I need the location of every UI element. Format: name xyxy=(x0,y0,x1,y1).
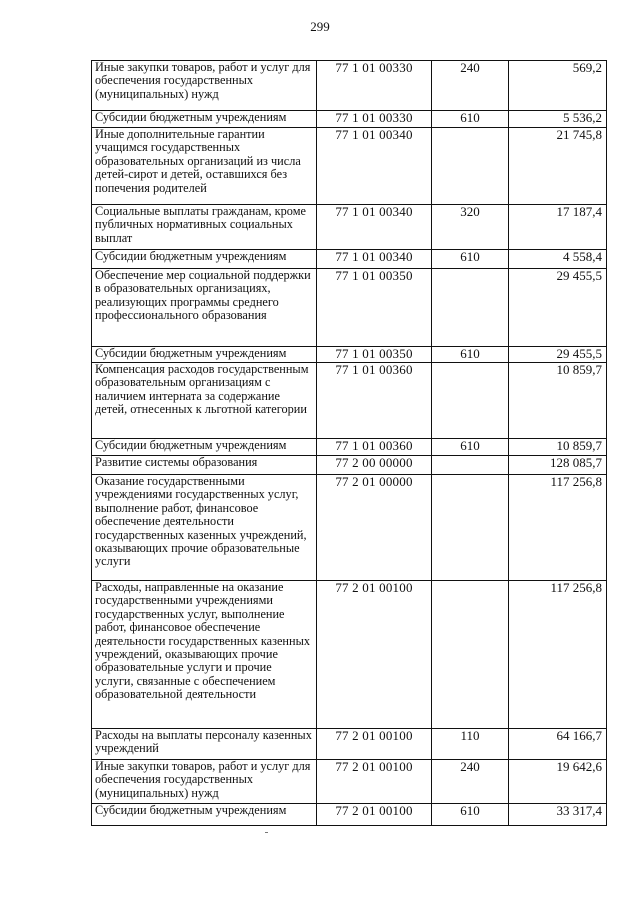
expense-type-cell: 610 xyxy=(432,439,509,456)
target-code-cell: 77 1 01 00330 xyxy=(317,61,432,111)
expense-name-cell: Обеспечение мер социальной поддержки в образовательных организациях, реализующих программы среднего профессионального образования xyxy=(92,269,317,347)
expense-name-cell: Субсидии бюджетным учреждениям xyxy=(92,250,317,269)
amount-cell: 17 187,4 xyxy=(509,205,607,250)
page-number: 299 xyxy=(310,19,330,34)
expense-type-cell xyxy=(432,363,509,439)
expense-type-cell: 320 xyxy=(432,205,509,250)
target-code-cell: 77 1 01 00340 xyxy=(317,205,432,250)
table-row xyxy=(92,804,607,826)
expense-name-cell: Расходы на выплаты персоналу казенных учреждений xyxy=(92,729,317,760)
expense-name-cell: Субсидии бюджетным учреждениям xyxy=(92,439,317,456)
table-row xyxy=(92,729,607,760)
table-row xyxy=(92,760,607,804)
target-code-cell: 77 1 01 00330 xyxy=(317,111,432,128)
amount-cell: 21 745,8 xyxy=(509,128,607,205)
target-code-cell: 77 1 01 00360 xyxy=(317,363,432,439)
expense-type-cell: 610 xyxy=(432,347,509,363)
target-code-cell: 77 2 00 00000 xyxy=(317,456,432,475)
amount-cell: 117 256,8 xyxy=(509,581,607,729)
expense-type-cell: 240 xyxy=(432,61,509,111)
target-code-cell: 77 2 01 00100 xyxy=(317,760,432,804)
scan-artifact xyxy=(265,832,268,833)
expense-name-cell: Компенсация расходов государственным образовательным организациям с наличием интерната за содержание детей, отнесенных к льготной категории xyxy=(92,363,317,439)
table-row xyxy=(92,456,607,475)
expense-name-cell: Иные дополнительные гарантии учащимся государственных образовательных организаций из числа детей-сирот и детей, оставшихся без попечения родителей xyxy=(92,128,317,205)
expense-name-cell: Расходы, направленные на оказание государственными учреждениями государственных услуг, выполнение работ, финансовое обеспечение деятельности государственных казенных учреждений, оказывающих прочие образовательные услуги и прочие услуги, связанные с обеспечением образовательной деятельности xyxy=(92,581,317,729)
budget-table xyxy=(91,60,607,826)
expense-name-cell: Субсидии бюджетным учреждениям xyxy=(92,111,317,128)
table-row xyxy=(92,250,607,269)
amount-cell: 19 642,6 xyxy=(509,760,607,804)
target-code-cell: 77 2 01 00100 xyxy=(317,581,432,729)
target-code-cell: 77 2 01 00100 xyxy=(317,729,432,760)
expense-name-cell: Развитие системы образования xyxy=(92,456,317,475)
amount-cell: 10 859,7 xyxy=(509,363,607,439)
amount-cell: 29 455,5 xyxy=(509,269,607,347)
expense-type-cell xyxy=(432,456,509,475)
expense-type-cell: 110 xyxy=(432,729,509,760)
expense-name-cell: Оказание государственными учреждениями государственных услуг, выполнение работ, финансовое обеспечение деятельности государственных казенных учреждений, оказывающих прочие образовательные услуги xyxy=(92,475,317,581)
expense-type-cell xyxy=(432,581,509,729)
target-code-cell: 77 1 01 00360 xyxy=(317,439,432,456)
table-row xyxy=(92,61,607,111)
expense-name-cell: Иные закупки товаров, работ и услуг для обеспечения государственных (муниципальных) нужд xyxy=(92,61,317,111)
table-row xyxy=(92,111,607,128)
table-row xyxy=(92,581,607,729)
table-row xyxy=(92,475,607,581)
expense-name-cell: Субсидии бюджетным учреждениям xyxy=(92,347,317,363)
expense-name-cell: Социальные выплаты гражданам, кроме публичных нормативных социальных выплат xyxy=(92,205,317,250)
table-row xyxy=(92,347,607,363)
amount-cell: 117 256,8 xyxy=(509,475,607,581)
table-row xyxy=(92,269,607,347)
expense-type-cell: 610 xyxy=(432,250,509,269)
expense-type-cell: 610 xyxy=(432,111,509,128)
table-row xyxy=(92,363,607,439)
budget-table-body xyxy=(92,61,607,826)
expense-type-cell: 240 xyxy=(432,760,509,804)
target-code-cell: 77 1 01 00340 xyxy=(317,128,432,205)
table-row xyxy=(92,128,607,205)
amount-cell: 569,2 xyxy=(509,61,607,111)
target-code-cell: 77 1 01 00350 xyxy=(317,269,432,347)
table-row xyxy=(92,439,607,456)
expense-name-cell: Субсидии бюджетным учреждениям xyxy=(92,804,317,826)
amount-cell: 10 859,7 xyxy=(509,439,607,456)
amount-cell: 29 455,5 xyxy=(509,347,607,363)
amount-cell: 5 536,2 xyxy=(509,111,607,128)
target-code-cell: 77 2 01 00100 xyxy=(317,804,432,826)
target-code-cell: 77 1 01 00350 xyxy=(317,347,432,363)
target-code-cell: 77 1 01 00340 xyxy=(317,250,432,269)
target-code-cell: 77 2 01 00000 xyxy=(317,475,432,581)
expense-type-cell xyxy=(432,269,509,347)
table-row xyxy=(92,205,607,250)
expense-name-cell: Иные закупки товаров, работ и услуг для обеспечения государственных (муниципальных) нужд xyxy=(92,760,317,804)
amount-cell: 128 085,7 xyxy=(509,456,607,475)
amount-cell: 64 166,7 xyxy=(509,729,607,760)
amount-cell: 33 317,4 xyxy=(509,804,607,826)
expense-type-cell: 610 xyxy=(432,804,509,826)
expense-type-cell xyxy=(432,475,509,581)
amount-cell: 4 558,4 xyxy=(509,250,607,269)
expense-type-cell xyxy=(432,128,509,205)
